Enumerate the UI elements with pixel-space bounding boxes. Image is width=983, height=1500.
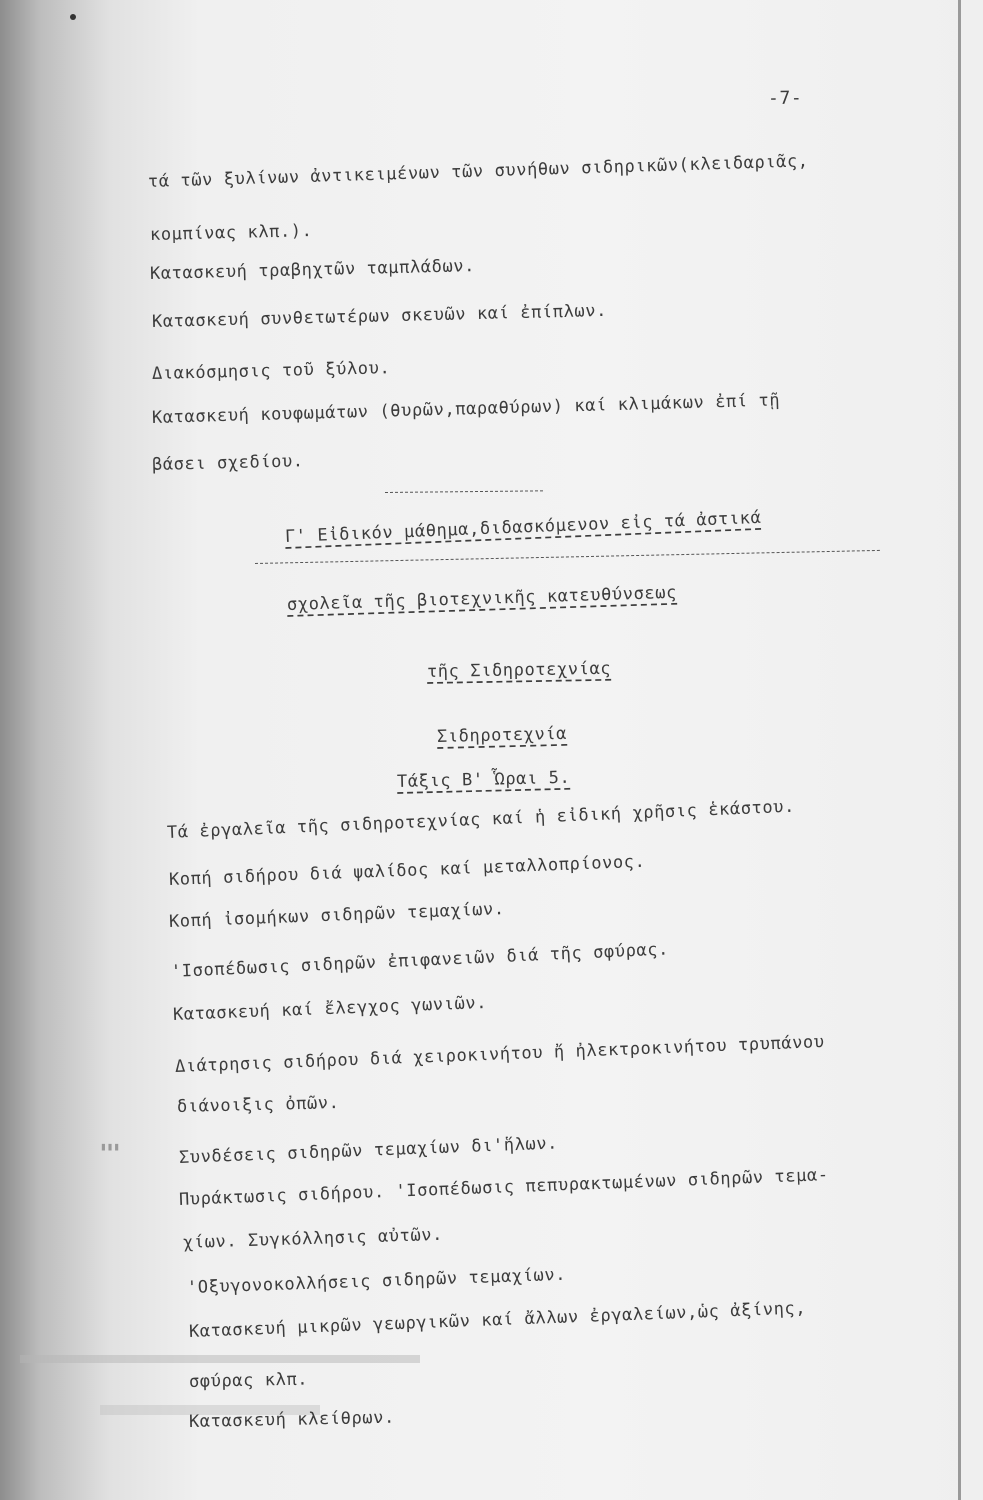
bleed-through-smudge (20, 1355, 420, 1363)
text-line: Κοπή σιδήρου διά ψαλίδος καί μεταλλοπρίονος. (168, 851, 646, 890)
text-line: Διακόσμησις τοῦ ξύλου. (151, 358, 391, 384)
text-line: Κατασκευή κλείθρων. (188, 1407, 396, 1432)
text-line: βάσει σχεδίου. (151, 451, 304, 475)
text-line: διάνοιξις ὀπῶν. (176, 1093, 340, 1117)
section-divider (385, 490, 543, 493)
section-heading-line1: Γ' Εἰδικόν μάθημα,διδασκόμενον εἰς τά ἀστικά (284, 507, 762, 547)
text-line: χίων. Συγκόλλησις αὐτῶν. (182, 1224, 444, 1253)
class-hours: Τάξις Β' Ὧραι 5. (396, 767, 571, 792)
page-number: -7- (767, 87, 803, 109)
text-line: 'Οξυγονοκολλήσεις σιδηρῶν τεμαχίων. (186, 1264, 567, 1298)
subject-title: Σιδηροτεχνία (436, 723, 568, 747)
text-line: Συνδέσεις σιδηρῶν τεμαχίων δι'ἥλων. (178, 1133, 559, 1168)
section-heading-line2: σχολεῖα τῆς βιοτεχνικῆς κατευθύνσεως (286, 582, 678, 615)
heading-underline (255, 550, 880, 564)
text-line: Κατασκευή μικρῶν γεωργικῶν καί ἄλλων ἐργαλείων,ὡς ἀξίνης, (188, 1298, 807, 1342)
text-line: τά τῶν ξυλίνων ἀντικειμένων τῶν συνήθων σιδηρικῶν(κλειδαριᾶς, (147, 151, 809, 192)
section-heading-line3: τῆς Σιδηροτεχνίας (426, 658, 612, 682)
punch-hole-mark (70, 14, 76, 20)
text-line: Κατασκευή συνθετωτέρων σκευῶν καί ἐπίπλων. (151, 300, 608, 332)
text-line: Κατασκευή κουφωμάτων (θυρῶν,παραθύρων) καί κλιμάκων ἐπί τῇ (151, 390, 781, 428)
text-line: Πυράκτωσις σιδήρου. 'Ισοπέδωσις πεπυρακτωμένων σιδηρῶν τεμα- (178, 1165, 829, 1210)
text-line: κομπίνας κλπ.). (149, 221, 313, 245)
text-line: σφύρας κλπ. (188, 1369, 309, 1392)
text-line: Κοπή ἰσομήκων σιδηρῶν τεμαχίων. (168, 899, 506, 932)
text-line: Διάτρησις σιδήρου διά χειροκινήτου ἤ ἠλεκτροκινήτου τρυπάνου (174, 1032, 825, 1077)
page-edge-line (958, 0, 961, 1500)
text-line: Τά ἐργαλεῖα τῆς σιδηροτεχνίας καί ἡ εἰδική χρῆσις ἑκάστου. (166, 796, 796, 843)
text-line: 'Ισοπέδωσις σιδηρῶν ἐπιφανειῶν διά τῆς σφύρας. (170, 939, 670, 982)
margin-mark: ▮▮▮ (100, 1140, 120, 1153)
text-line: Κατασκευή τραβηχτῶν ταμπλάδων. (149, 256, 476, 284)
text-line: Κατασκευή καί ἔλεγχος γωνιῶν. (172, 992, 488, 1025)
